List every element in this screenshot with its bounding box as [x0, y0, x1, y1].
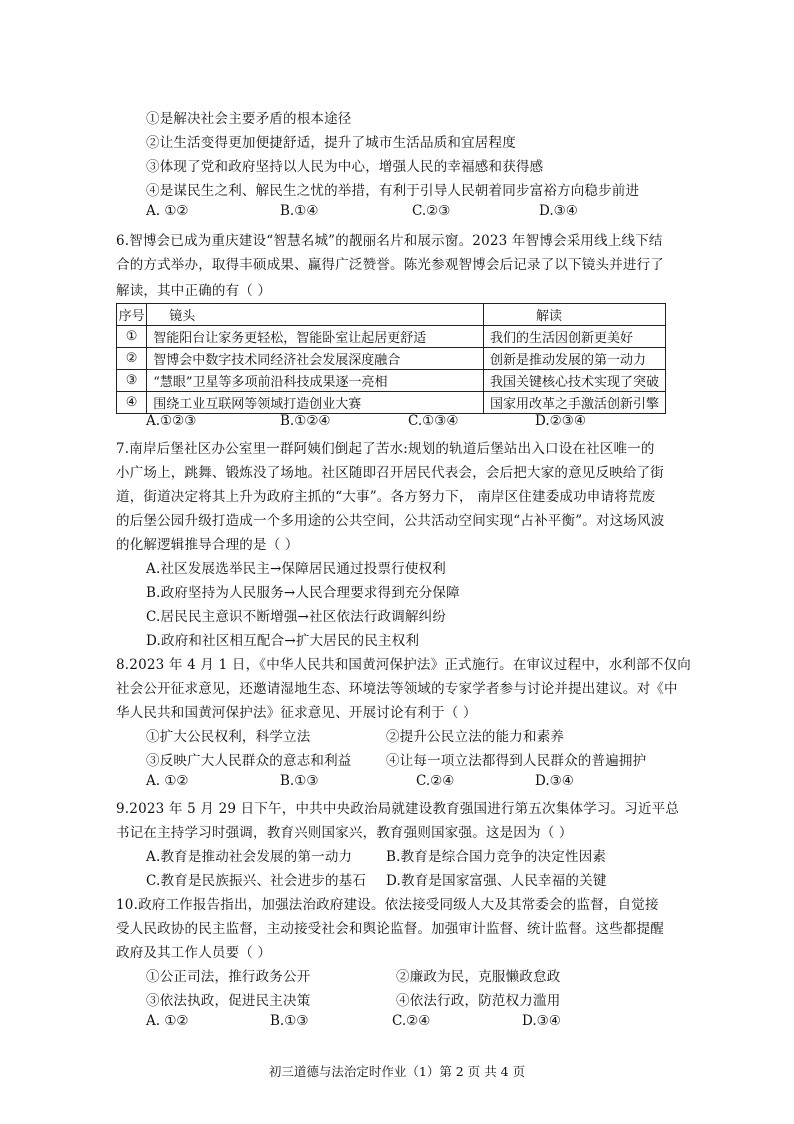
q10-option-b[interactable]: B.①③ [270, 1013, 309, 1029]
q10-stem-line-1: 10.政府工作报告指出，加强法治政府建设。依法接受同级人大及其常委会的监督，自觉接 [116, 897, 659, 913]
q5-option-d[interactable]: D.③④ [539, 203, 578, 219]
table-row [117, 370, 666, 392]
q8-stem-line-2: 社会公开征求意见，还邀请湿地生态、环境法等领域的专家学者参与讨论并提出建议。对《中 [116, 681, 678, 697]
table-header-row [117, 304, 666, 326]
q10-option-c[interactable]: C.②④ [392, 1013, 431, 1029]
q10-stem-line-3: 政府及其工作人员要（ ） [116, 945, 272, 961]
q7-choice-b[interactable]: B.政府坚持为人民服务→人民合理要求得到充分保障 [146, 585, 460, 601]
table-row [117, 392, 666, 414]
q7-stem-line-1: 7.南岸后堡社区办公室里一群阿姨们倒起了苦水:规划的轨道后堡站出入口设在社区唯一的 [116, 441, 655, 457]
q6-table [116, 303, 666, 414]
table-cell-interpretation: 创新是推动发展的第一动力 [483, 348, 665, 370]
table-header-scene: 镜头 [147, 304, 484, 326]
q10-statement-1: ①公正司法，推行政务公开 [146, 969, 311, 985]
q6-stem-line-2: 合的方式举办，取得丰硕成果、赢得广泛赞誉。陈光参观智博会后记录了以下镜头并进行了 [116, 257, 664, 273]
table-header-index: 序号 [117, 304, 147, 326]
page-footer: 初三道德与法治定时作业（1）第 2 页 共 4 页 [268, 1064, 526, 1079]
q8-option-a[interactable]: A. ①② [146, 773, 189, 789]
q5-statement-2: ②让生活变得更加便捷舒适，提升了城市生活品质和宜居程度 [146, 135, 516, 151]
q7-stem-line-2: 小广场上，跳舞、锻炼没了场地。社区随即召开居民代表会，会后把大家的意见反映给了街 [116, 465, 664, 481]
table-cell-interpretation: 我国关键核心技术实现了突破 [483, 370, 665, 392]
table-header-interpretation: 解读 [483, 304, 665, 326]
q8-stem-line-3: 华人民共和国黄河保护法》征求意见、开展讨论有利于（ ） [116, 705, 477, 721]
q8-statement-2: ②提升公民立法的能力和素养 [386, 729, 565, 745]
q9-stem-line-1: 9.2023 年 5 月 29 日下午，中共中央政治局就建设教育强国进行第五次集体学习。习近平总 [116, 801, 680, 817]
table-row [117, 348, 666, 370]
table-cell-index: ③ [117, 370, 147, 392]
q9-stem-line-2: 书记在主持学习时强调，教育兴则国家兴，教育强则国家强。这是因为（ ） [116, 825, 573, 841]
q5-statement-3: ③体现了党和政府坚持以人民为中心，增强人民的幸福感和获得感 [146, 159, 544, 175]
q10-option-a[interactable]: A. ①② [146, 1013, 189, 1029]
q7-choice-c[interactable]: C.居民民主意识不断增强→社区依法行政调解纠纷 [146, 609, 447, 625]
q8-option-b[interactable]: B.①③ [280, 773, 319, 789]
q8-statement-1: ①扩大公民权利，科学立法 [146, 729, 311, 745]
q9-choice-c[interactable]: C.教育是民族振兴、社会进步的基石 [146, 873, 367, 889]
q8-option-d[interactable]: D.③④ [535, 773, 574, 789]
table-cell-index: ① [117, 326, 147, 348]
q9-choice-b[interactable]: B.教育是综合国力竞争的决定性因素 [386, 849, 607, 865]
q7-choice-d[interactable]: D.政府和社区相互配合→扩大居民的民主权利 [146, 633, 420, 649]
q6-option-c[interactable]: C.①③④ [408, 413, 459, 429]
q10-stem-line-2: 受人民政协的民主监督，主动接受社会和舆论监督。加强审计监督、统计监督。这些都提醒 [116, 921, 664, 937]
q5-option-b[interactable]: B.①④ [280, 203, 319, 219]
q7-stem-line-3: 道，街道决定将其上升为政府主抓的“大事”。各方努力下， 南岸区住建委成功申请将荒废 [116, 489, 656, 505]
q7-stem-line-4: 的后堡公园升级打造成一个多用途的公共空间，公共活动空间实现“占补平衡”。对这场风波 [116, 513, 665, 529]
table-cell-index: ④ [117, 392, 147, 414]
q7-choice-a[interactable]: A.社区发展选举民主→保障居民通过投票行使权利 [146, 561, 446, 577]
table-cell-scene: 围绕工业互联网等领域打造创业大赛 [147, 392, 484, 414]
q10-option-d[interactable]: D.③④ [522, 1013, 561, 1029]
table-row [117, 326, 666, 348]
q6-option-b[interactable]: B.①②④ [280, 413, 331, 429]
q10-statement-3: ③依法执政，促进民主决策 [146, 993, 311, 1009]
q5-option-c[interactable]: C.②③ [412, 203, 451, 219]
q5-statement-4: ④是谋民生之利、解民生之忧的举措，有利于引导人民朝着同步富裕方向稳步前进 [146, 183, 640, 199]
q5-option-a[interactable]: A. ①② [146, 203, 189, 219]
q8-statement-3: ③反映广大人民群众的意志和利益 [146, 753, 352, 769]
table-cell-scene: “慧眼”卫星等多项前沿科技成果逐一亮相 [147, 370, 484, 392]
q6-stem-line-1: 6.智博会已成为重庆建设“智慧名城”的靓丽名片和展示窗。2023 年智博会采用线上线下结 [116, 233, 663, 249]
table-cell-index: ② [117, 348, 147, 370]
table-cell-interpretation: 我们的生活因创新更美好 [483, 326, 665, 348]
q6-stem-line-3: 解读，其中正确的有（ ） [116, 283, 272, 299]
q5-statement-1: ①是解决社会主要矛盾的根本途径 [146, 111, 352, 127]
q10-statement-2: ②廉政为民，克服懒政怠政 [396, 969, 561, 985]
q9-choice-d[interactable]: D.教育是国家富强、人民幸福的关键 [386, 873, 607, 889]
q7-stem-line-5: 的化解逻辑推导合理的是（ ） [116, 537, 299, 553]
q8-statement-4: ④让每一项立法都得到人民群众的普遍拥护 [386, 753, 647, 769]
q8-stem-line-1: 8.2023 年 4 月 1 日，《中华人民共和国黄河保护法》正式施行。在审议过程中，水利部不仅向 [116, 657, 691, 673]
table-cell-scene: 智能阳台让家务更轻松，智能卧室让起居更舒适 [147, 326, 484, 348]
table-cell-interpretation: 国家用改革之手激活创新引擎 [483, 392, 665, 414]
q10-statement-4: ④依法行政，防范权力滥用 [396, 993, 561, 1009]
q9-choice-a[interactable]: A.教育是推动社会发展的第一动力 [146, 849, 353, 865]
q8-option-c[interactable]: C.②④ [416, 773, 455, 789]
table-cell-scene: 智博会中数字技术同经济社会发展深度融合 [147, 348, 484, 370]
q6-option-d[interactable]: D.②③④ [535, 413, 586, 429]
q6-option-a[interactable]: A.①②③ [146, 413, 197, 429]
